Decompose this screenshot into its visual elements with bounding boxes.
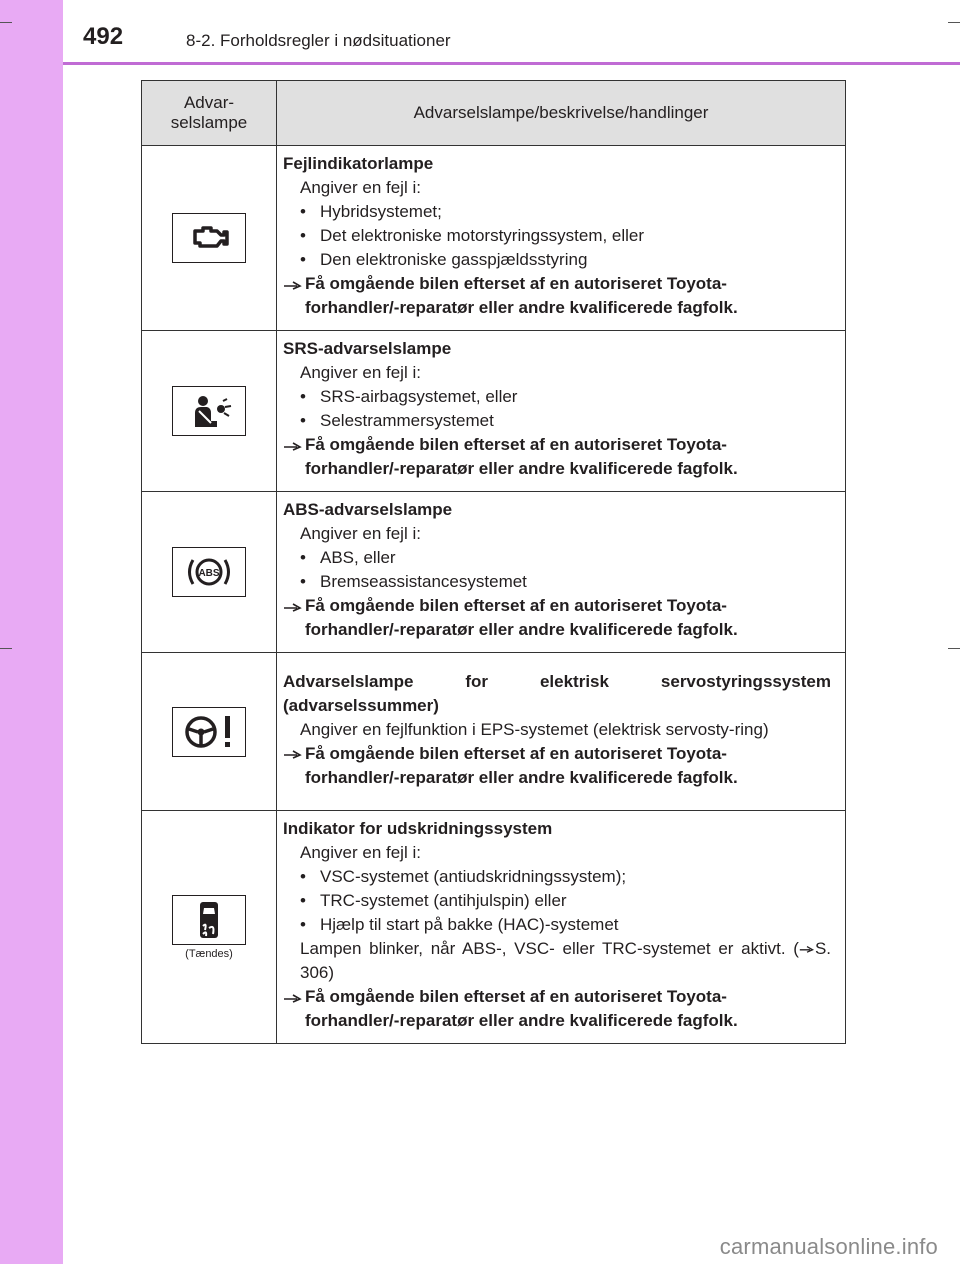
description-cell [277, 146, 846, 331]
col-header-lamp-text: Advar- selslampe [170, 93, 248, 132]
lamp-title: SRS-advarselslampe [283, 339, 452, 358]
bullet-text: SRS-airbagsystemet, eller [320, 387, 518, 406]
description-cell [277, 492, 846, 653]
col-header-lamp [142, 81, 277, 146]
action-text-2: forhandler/-reparatør eller andre kvalificerede fagfolk. [305, 459, 738, 478]
lamp-cell [142, 653, 277, 811]
abs-icon-text: ABS [198, 568, 220, 579]
lamp-cell [142, 492, 277, 653]
bullet-text: Hybridsystemet; [320, 202, 442, 221]
action-instruction [283, 433, 831, 481]
description-cell [277, 653, 846, 811]
action-text-1: Få omgående bilen efterset af en autoriseret Toyota- [305, 435, 727, 454]
eps-steering-icon [172, 707, 246, 757]
warning-lamp-table [141, 80, 846, 1044]
arrow-right-icon [283, 433, 305, 457]
table-row [142, 811, 846, 1044]
bullet-item: • VSC-systemet (antiudskridningssystem); [300, 867, 627, 886]
bullet-item: • Hjælp til start på bakke (HAC)-systemet [300, 915, 619, 934]
bullet-item: • ABS, eller [300, 548, 396, 567]
lamp-cell [142, 146, 277, 331]
action-text-1: Få omgående bilen efterset af en autoriseret Toyota- [305, 596, 727, 615]
skid-indicator-icon [172, 895, 246, 945]
lamp-note [283, 937, 831, 985]
crop-mark [0, 22, 12, 23]
crop-mark [948, 22, 960, 23]
side-tab-bar [0, 0, 63, 1264]
lamp-intro: Angiver en fejl i: [300, 178, 421, 197]
bullet-text: Det elektroniske motorstyringssystem, eller [320, 226, 645, 245]
bullet-item: • Hybridsystemet; [300, 202, 442, 221]
action-text-2: forhandler/-reparatør eller andre kvalificerede fagfolk. [305, 620, 738, 639]
bullet-text: TRC-systemet (antihjulspin) eller [320, 891, 567, 910]
bullet-text: Den elektroniske gasspjældsstyring [320, 250, 588, 269]
action-text-1: Få omgående bilen efterset af en autoriseret Toyota- [305, 743, 727, 763]
action-text-2: forhandler/-reparatør eller andre kvalificerede fagfolk. [305, 1011, 738, 1030]
crop-mark [0, 648, 12, 649]
watermark: carmanualsonline.info [719, 1234, 938, 1259]
action-text-2: forhandler/-reparatør eller andre kvalificerede fagfolk. [305, 767, 738, 787]
bullet-text: Hjælp til start på bakke (HAC)-systemet [320, 915, 619, 934]
arrow-right-icon [283, 272, 305, 296]
bullet-item: • TRC-systemet (antihjulspin) eller [300, 891, 567, 910]
table-row [142, 331, 846, 492]
action-instruction [283, 594, 831, 642]
description-cell [277, 331, 846, 492]
table-row [142, 653, 846, 811]
bullet-item: • Bremseassistancesystemet [300, 572, 527, 591]
action-text-1: Få omgående bilen efterset af en autoriseret Toyota- [305, 987, 727, 1006]
table-row [142, 492, 846, 653]
bullet-item: • Det elektroniske motorstyringssystem, eller [300, 226, 645, 245]
lamp-title: ABS-advarselslampe [283, 500, 453, 519]
lamp-cell [142, 811, 277, 1044]
action-instruction [283, 272, 831, 320]
arrow-right-icon [283, 742, 305, 766]
action-instruction [283, 985, 831, 1033]
lamp-intro: Angiver en fejl i: [300, 524, 421, 543]
lamp-intro: Angiver en fejlfunktion i EPS-systemet (elektrisk servosty-ring) [300, 719, 769, 739]
bullet-text: Bremseassistancesystemet [320, 572, 527, 591]
page-number: 492 [83, 23, 124, 50]
page-reference-link[interactable]: S. 306) [300, 939, 831, 982]
bullet-item: • Den elektroniske gasspjældsstyring [300, 250, 588, 269]
table-row [142, 146, 846, 331]
header-rule [63, 62, 960, 65]
lamp-title: Advarselslampe for elektrisk servostyringssystem (advarselssummer) [283, 671, 831, 715]
arrow-right-icon [799, 937, 815, 961]
lamp-intro: Angiver en fejl i: [300, 843, 421, 862]
arrow-right-icon [283, 985, 305, 1009]
lamp-intro: Angiver en fejl i: [300, 363, 421, 382]
crop-mark [948, 648, 960, 649]
description-cell [277, 811, 846, 1044]
abs-icon [172, 547, 246, 597]
col-header-description-text: Advarselslampe/beskrivelse/handlinger [413, 103, 709, 122]
col-header-description [277, 81, 846, 146]
bullet-text: ABS, eller [320, 548, 396, 567]
table-header-row [142, 81, 846, 146]
bullet-text: Selestrammersystemet [320, 411, 494, 430]
bullet-text: VSC-systemet (antiudskridningssystem); [320, 867, 627, 886]
action-text-2: forhandler/-reparatør eller andre kvalificerede fagfolk. [305, 298, 738, 317]
lamp-cell [142, 331, 277, 492]
section-title: 8-2. Forholdsregler i nødsituationer [186, 31, 451, 50]
arrow-right-icon [283, 594, 305, 618]
bullet-item: • SRS-airbagsystemet, eller [300, 387, 518, 406]
check-engine-icon [172, 213, 246, 263]
lamp-title: Indikator for udskridningssystem [283, 819, 553, 838]
action-text-1: Få omgående bilen efterset af en autoriseret Toyota- [305, 274, 727, 293]
bullet-item: • Selestrammersystemet [300, 411, 494, 430]
note-text: Lampen blinker, når ABS-, VSC- eller TRC-systemet er aktivt. ( [300, 939, 799, 958]
lamp-title: Fejlindikatorlampe [283, 154, 434, 173]
srs-airbag-icon [172, 386, 246, 436]
action-instruction [283, 742, 831, 790]
lamp-caption: (Tændes) [185, 947, 233, 960]
